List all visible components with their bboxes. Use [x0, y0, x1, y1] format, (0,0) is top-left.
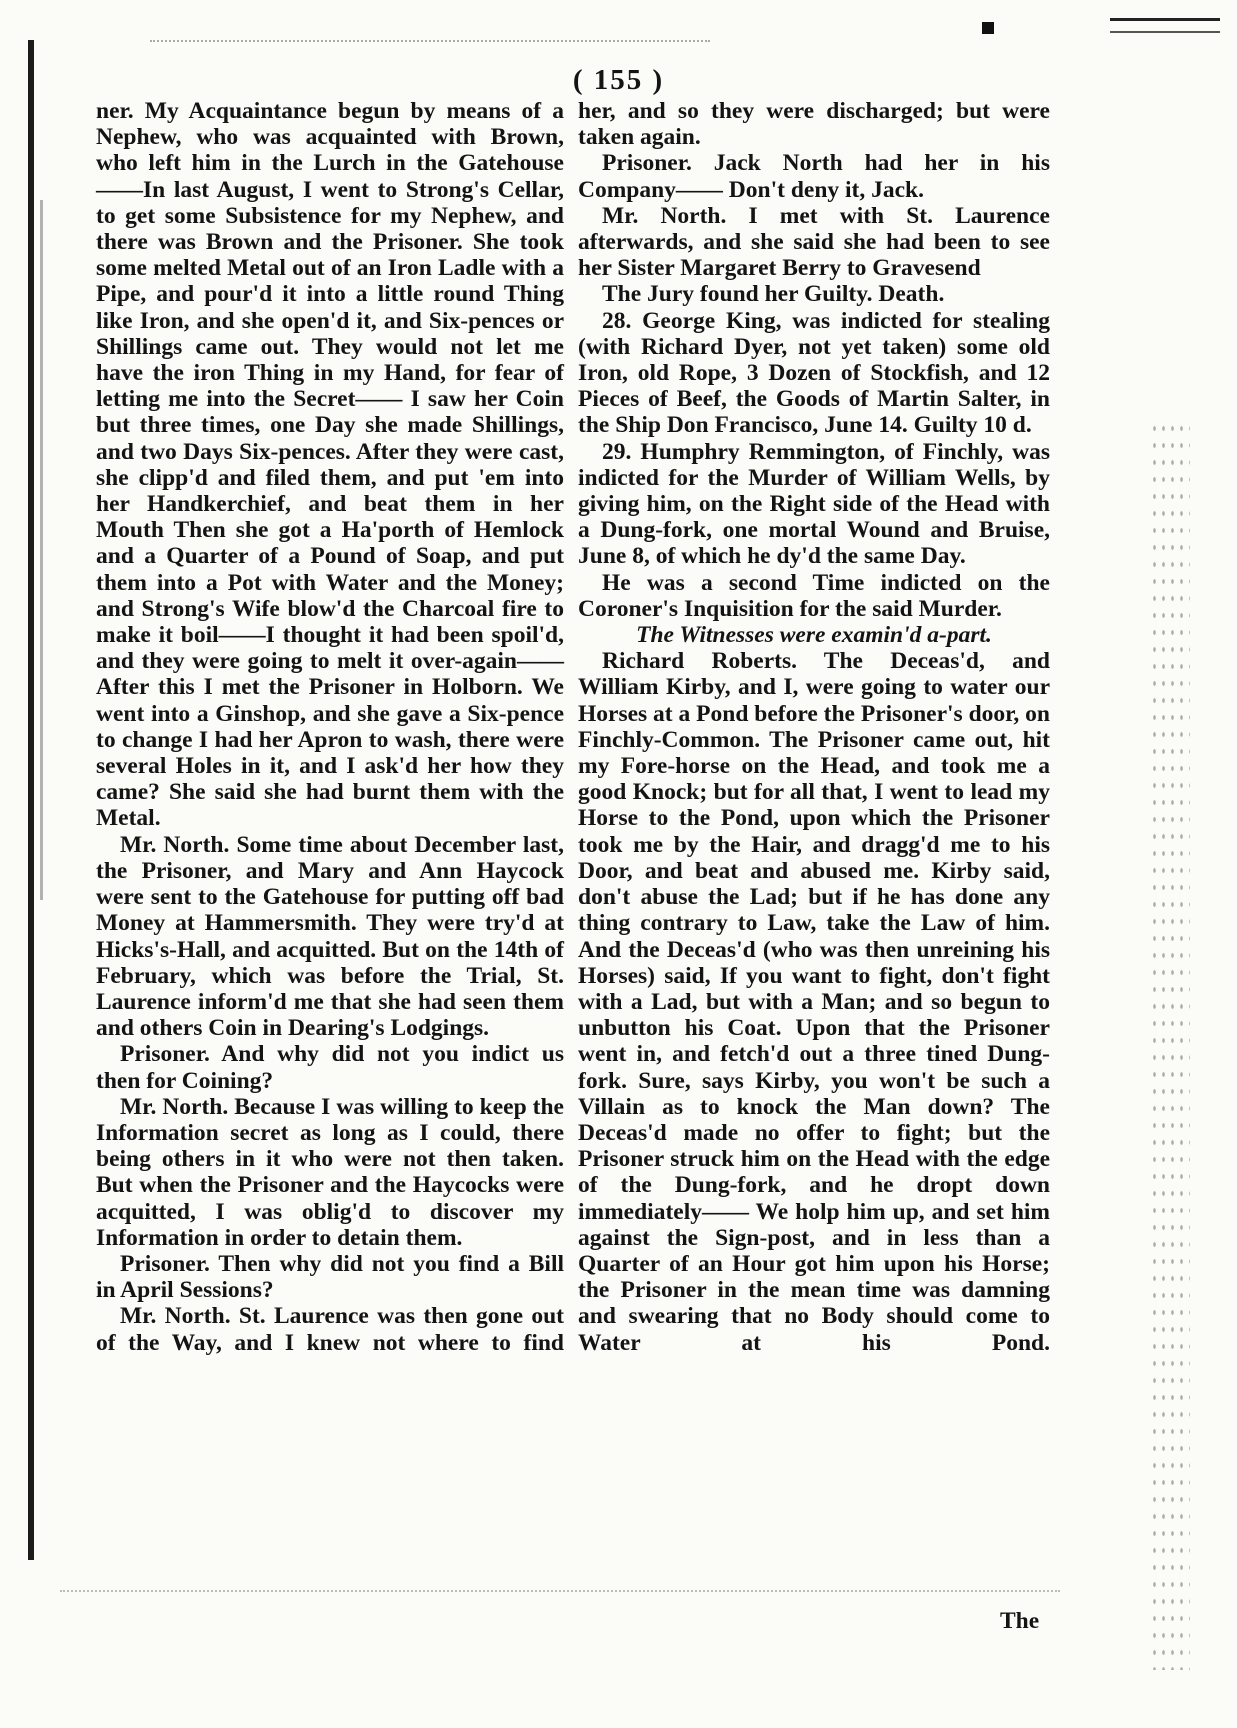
- scan-shadow-left: [28, 40, 34, 1560]
- paragraph: Mr. North. St. Laurence was then gone out of the Way, and I knew not where to find: [96, 1303, 564, 1356]
- paragraph: her, and so they were discharged; but were taken again.: [578, 98, 1050, 151]
- catchword: The: [1000, 1608, 1040, 1634]
- scan-noise-bottom: [60, 1590, 1060, 1594]
- paragraph: The Jury found her Guilty. Death.: [602, 281, 945, 308]
- scan-noise-top: [150, 40, 710, 44]
- paragraph: He was a second Time indicted on the Coroner's Inquisition for the said Murder.: [578, 569, 1050, 622]
- paragraph: 29. Humphry Remmington, of Finchly, was indicted for the Murder of William Wells, by giving him, on the Right side of the Head with a Dung-fork, one mortal Wound and Bruise, June 8, of which he dy'd the same Day.: [578, 438, 1050, 570]
- paragraph: ner. My Acquaintance begun by means of a Nephew, who was acquainted with Brown, who left him in the Lurch in the Gatehouse ——In last August, I went to Strong's Cellar, to get some Subsistence for my Nephew, and there was Brown and the Prisoner. She took some melted Metal out of an Iron Ladle with a Pipe, and pour'd it into a little round Thing like Iron, and she open'd it, and Six-pences or Shillings came out. They would not let me have the iron Thing in my Hand, for fear of letting me into the Secret—— I saw her Coin but three times, one Day she made Shillings, and two Days Six-pences. After they were cast, she clipp'd and filed them, and put 'em into her Handkerchief, and beat them in her Mouth Then she got a Ha'porth of Hemlock and a Quarter of a Pound of Soap, and put them into a Pot with Water and the Money; and Strong's Wife blow'd the Charcoal fire to make it boil——I thought it had been spoil'd, and they were going to melt it over-again——After this I met the Prisoner in Holborn. We went into a Ginshop, and she gave a Six-pence to change I had her Apron to wash, there were several Holes in it, and I ask'd her how they came? She said she had burnt them with the Metal.: [96, 98, 564, 832]
- scan-mark: [982, 22, 994, 34]
- paragraph: Mr. North. Some time about December last, the Prisoner, and Mary and Ann Haycock were sent to the Gatehouse for putting off bad Money at Hammersmith. They were try'd at Hicks's-Hall, and acquitted. But on the 14th of February, which was before the Trial, St. Laurence inform'd me that she had seen them and others Coin in Dearing's Lodgings.: [96, 831, 564, 1042]
- scan-noise-right: [1150, 420, 1190, 1670]
- paragraph: Mr. North. Because I was willing to keep the Information secret as long as I could, there being others in it who were not then taken. But when the Prisoner and the Haycocks were acquitted, I was oblig'd to discover my Information in order to detain them.: [96, 1093, 564, 1251]
- left-column: [96, 98, 564, 1356]
- paragraph: Prisoner. Jack North had her in his Company—— Don't deny it, Jack.: [578, 150, 1050, 203]
- paragraph: The Witnesses were examin'd a-part.: [636, 622, 992, 649]
- scan-shadow-top-right: [1110, 18, 1220, 33]
- paragraph: Mr. North. I met with St. Laurence afterwards, and she said she had been to see her Sister Margaret Berry to Gravesend: [578, 202, 1050, 282]
- paragraph: Prisoner. And why did not you indict us then for Coining?: [96, 1041, 564, 1094]
- scan-shadow-left-faint: [40, 200, 43, 900]
- right-column: [578, 98, 1050, 1356]
- paragraph: 28. George King, was indicted for stealing (with Richard Dyer, not yet taken) some old Iron, old Rope, 3 Dozen of Stockfish, and 12 Pieces of Beef, the Goods of Martin Salter, in the Ship Don Francisco, June 14. Guilty 10 d.: [578, 307, 1050, 439]
- page-number: ( 155 ): [572, 64, 665, 96]
- paragraph: Prisoner. Then why did not you find a Bill in April Sessions?: [96, 1250, 564, 1304]
- paragraph: Richard Roberts. The Deceas'd, and William Kirby, and I, were going to water our Horses at a Pond before the Prisoner's door, on Finchly-Common. The Prisoner came out, hit my Fore-horse on the Head, and took me a good Knock; but for all that, I went to lead my Horse to the Pond, upon which the Prisoner took me by the Hair, and dragg'd me to his Door, and beat and abused me. Kirby said, don't abuse the Lad; but if he has done any thing contrary to Law, take the Law of him. And the Deceas'd (who was then unreining his Horses) said, If you want to fight, don't fight with a Lad, but with a Man; and so begun to unbutton his Coat. Upon that the Prisoner went in, and fetch'd out a three tined Dung-fork. Sure, says Kirby, you won't be such a Villain as to knock the Man down? The Deceas'd made no offer to fight; but the Prisoner struck him on the Head with the edge of the Dung-fork, and he dropt down immediately—— We holp him up, and set him against the Sign-post, and in less than a Quarter of an Hour got him upon his Horse; the Prisoner in the mean time was damning and swearing that no Body should come to Water at his Pond.: [578, 648, 1050, 1356]
